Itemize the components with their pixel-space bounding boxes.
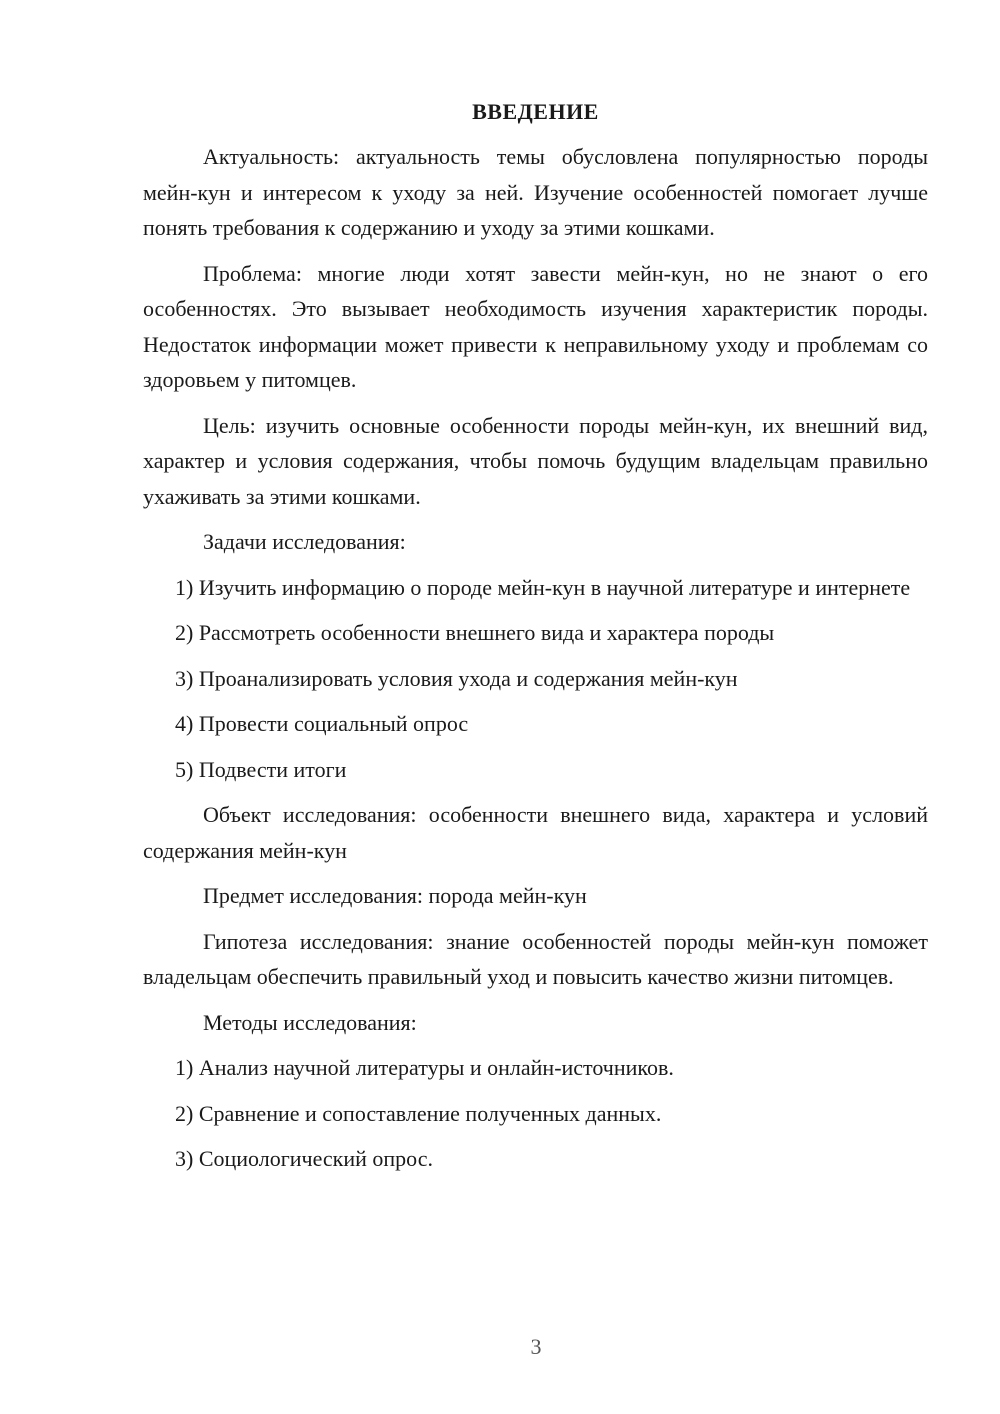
method-item-1: 1) Анализ научной литературы и онлайн-источников. [175,1055,674,1080]
goal-paragraph: Цель: изучить основные особенности породы мейн-кун, их внешний вид, характер и условия содержания, чтобы помочь будущим владельцам правильно ухаживать за этими кошками. [143,412,928,509]
tasks-heading: Задачи исследования: [203,529,406,554]
object-paragraph: Объект исследования: особенности внешнего вида, характера и условий содержания мейн-кун [143,802,928,863]
section-title: ВВЕДЕНИЕ [472,99,599,124]
document-page [143,95,928,1187]
task-item-4: 4) Провести социальный опрос [175,711,469,736]
method-item-3: 3) Социологический опрос. [175,1146,433,1171]
task-item-1: 1) Изучить информацию о породе мейн-кун в научной литературе и интернете [175,574,911,600]
relevance-paragraph: Актуальность: актуальность темы обусловлена популярностью породы мейн-кун и интересом к уходу за ней. Изучение особенностей помогает лучше понять требования к содержанию и уходу за этими кошками. [143,144,928,240]
methods-heading: Методы исследования: [203,1009,417,1035]
task-item-3: 3) Проанализировать условия ухода и содержания мейн-кун [175,665,738,691]
task-item-5: 5) Подвести итоги [175,756,347,782]
subject-paragraph: Предмет исследования: порода мейн-кун [203,883,587,908]
problem-paragraph: Проблема: многие люди хотят завести мейн-кун, но не знают о его особенностях. Это вызывает необходимость изучения характеристик породы. Недостаток информации может привести к неправильному уходу и проблемам со здоровьем у питомцев. [143,260,928,392]
task-item-2: 2) Рассмотреть особенности внешнего вида и характера породы [175,620,775,645]
methods-list [143,1050,928,1177]
tasks-list [143,570,928,788]
hypothesis-paragraph: Гипотеза исследования: знание особенностей породы мейн-кун поможет владельцам обеспечить правильный уход и повысить качество жизни питомцев. [143,928,928,989]
method-item-2: 2) Сравнение и сопоставление полученных данных. [175,1100,662,1126]
page-number: 3 [530,1334,542,1359]
